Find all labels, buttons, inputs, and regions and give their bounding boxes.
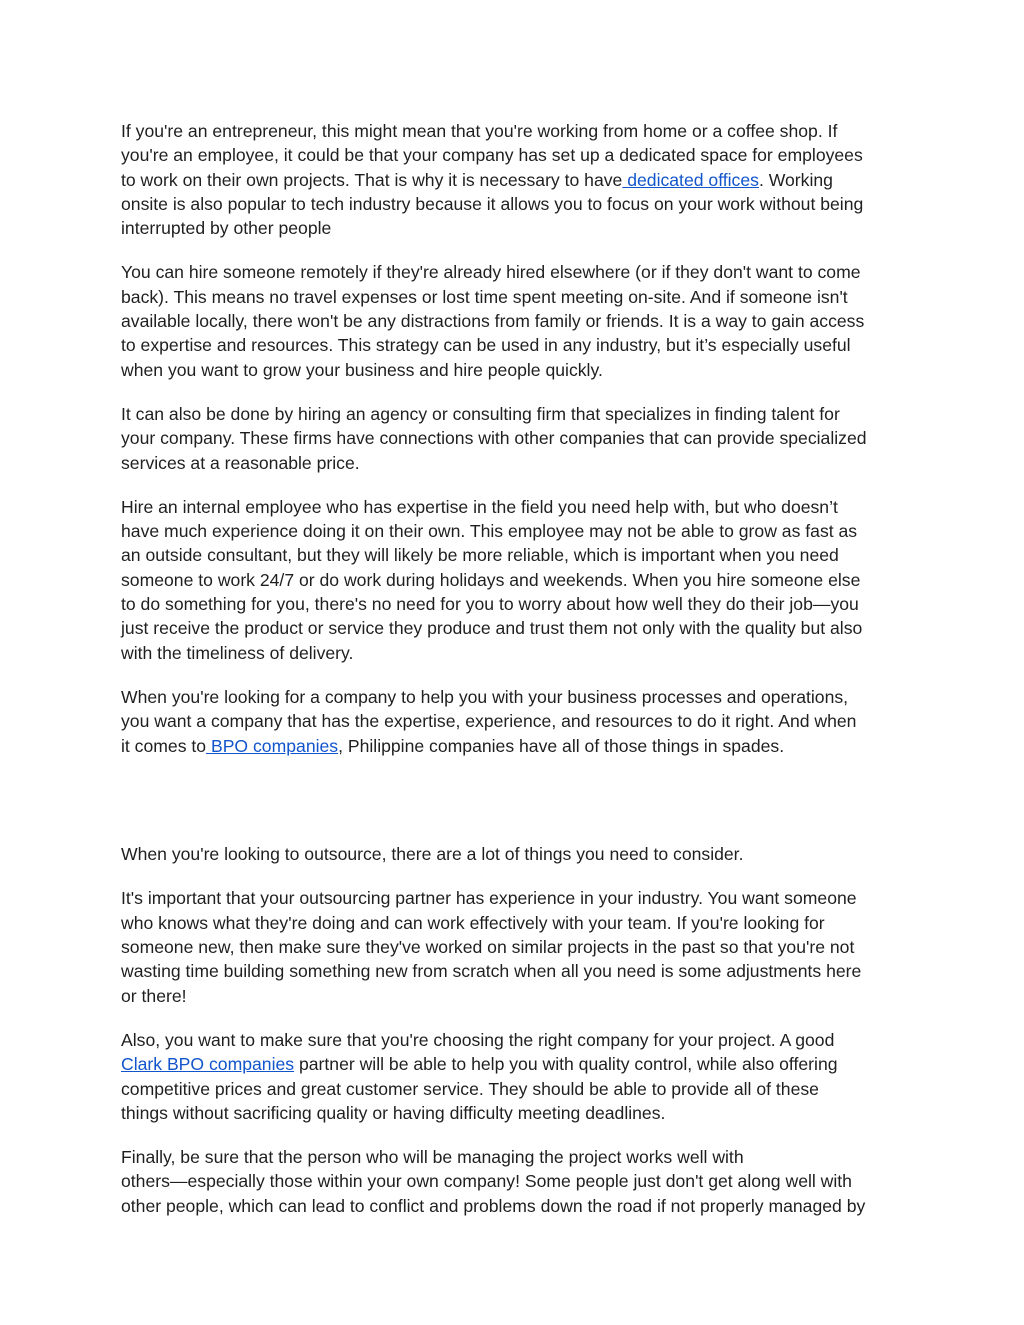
text-run: someone new, then make sure they've worked on similar projects in the past so that you're not: [121, 937, 855, 958]
text-run: Also, you want to make sure that you're choosing the right company for your project. A good: [121, 1029, 835, 1050]
text-run: an outside consultant, but they will likely be more reliable, which is important when you need: [121, 545, 839, 566]
text-run: you're an employee, it could be that your company has set up a dedicated space for employees: [121, 145, 863, 166]
paragraph: [121, 260, 906, 381]
text-run: , Philippine companies have all of those things in spades.: [338, 735, 785, 756]
text-run: your company. These firms have connections with other companies that can provide specialized: [121, 428, 867, 449]
text-run: services at a reasonable price.: [121, 452, 360, 473]
paragraph: [121, 495, 906, 665]
text-run: things without sacrificing quality or having difficulty meeting deadlines.: [121, 1102, 666, 1123]
text-run: onsite is also popular to tech industry because it allows you to focus on your work without being: [121, 193, 864, 214]
text-run: It's important that your outsourcing partner has experience in your industry. You want someone: [121, 888, 857, 909]
paragraph: [121, 1028, 906, 1125]
text-run: it comes to: [121, 735, 207, 756]
text-run: have much experience doing it on their own. This employee may not be able to grow as fast as: [121, 521, 858, 542]
text-run: others—especially those within your own company! Some people just don't get along well with: [121, 1171, 852, 1192]
paragraph: [121, 1145, 906, 1218]
paragraph: [121, 685, 906, 758]
inline-link[interactable]: Clark BPO companies: [121, 1054, 295, 1075]
text-run: Hire an internal employee who has expertise in the field you need help with, but who doesn’t: [121, 496, 838, 517]
text-run: . Working: [758, 169, 833, 190]
text-run: Finally, be sure that the person who will be managing the project works well with: [121, 1147, 744, 1168]
text-run: someone to work 24/7 or do work during holidays and weekends. When you hire someone else: [121, 569, 861, 590]
document-body: [121, 119, 906, 1238]
paragraph: [121, 886, 906, 1007]
inline-link[interactable]: BPO companies: [206, 735, 339, 756]
text-run: to expertise and resources. This strategy can be used in any industry, but it’s especially useful: [121, 335, 851, 356]
text-run: or there!: [121, 985, 187, 1006]
paragraph: [121, 402, 906, 475]
paragraph: [121, 842, 906, 866]
text-run: other people, which can lead to conflict and problems down the road if not properly managed by: [121, 1195, 866, 1216]
text-run: competitive prices and great customer service. They should be able to provide all of these: [121, 1078, 819, 1099]
text-run: It can also be done by hiring an agency or consulting firm that specializes in finding talent for: [121, 403, 840, 424]
text-run: If you're an entrepreneur, this might mean that you're working from home or a coffee shop. If: [121, 121, 838, 141]
text-run: with the timeliness of delivery.: [121, 642, 354, 663]
paragraph-spacer: [121, 778, 906, 802]
paragraph: [121, 119, 906, 240]
text-run: wasting time building something new from scratch when all you need is some adjustments here: [121, 961, 862, 982]
text-run: You can hire someone remotely if they're already hired elsewhere (or if they don't want to come: [121, 262, 861, 283]
inline-link[interactable]: dedicated offices: [622, 169, 759, 190]
text-run: you want a company that has the expertise, experience, and resources to do it right. And when: [121, 711, 857, 732]
text-run: back). This means no travel expenses or lost time spent meeting on-site. And if someone isn't: [121, 286, 848, 307]
text-run: to do something for you, there's no need for you to worry about how well they do their job—you: [121, 594, 859, 615]
text-run: just receive the product or service they produce and trust them not only with the quality but also: [121, 618, 863, 639]
text-run: interrupted by other people: [121, 218, 332, 239]
text-run: to work on their own projects. That is why it is necessary to have: [121, 169, 623, 190]
text-run: When you're looking to outsource, there are a lot of things you need to consider.: [121, 844, 744, 865]
text-run: who knows what they're doing and can work effectively with your team. If you're looking for: [121, 912, 825, 933]
text-run: available locally, there won't be any distractions from family or friends. It is a way to gain access: [121, 311, 865, 332]
text-run: partner will be able to help you with quality control, while also offering: [294, 1054, 838, 1075]
text-run: When you're looking for a company to help you with your business processes and operations,: [121, 686, 849, 707]
text-run: when you want to grow your business and hire people quickly.: [121, 359, 603, 380]
